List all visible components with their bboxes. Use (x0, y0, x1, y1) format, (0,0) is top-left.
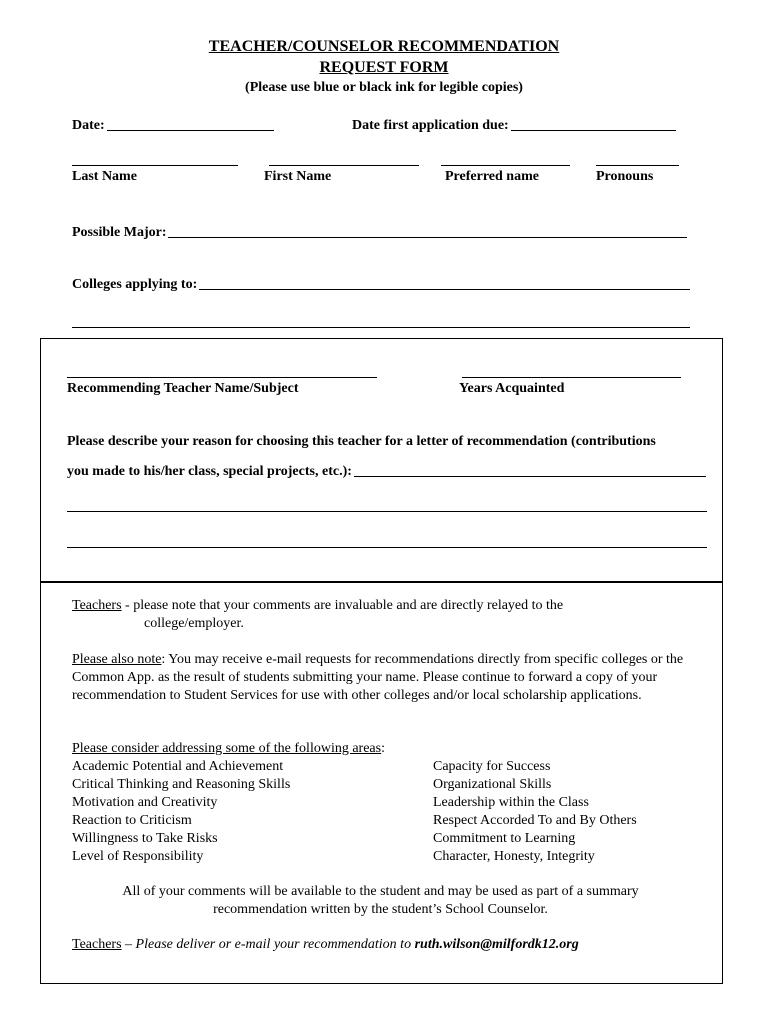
areas-right-list (433, 758, 637, 866)
deliver-line (72, 936, 579, 954)
preferred-name-label: Preferred name (445, 169, 539, 184)
also-note-paragraph (72, 651, 702, 705)
date-line[interactable] (107, 130, 274, 131)
describe-reason-line-2[interactable] (67, 511, 707, 512)
years-acquainted-line[interactable] (462, 377, 681, 378)
teachers-note-text: - please note that your comments are invaluable and are directly relayed to the (121, 598, 564, 613)
consider-heading (72, 740, 385, 758)
area-item: Character, Honesty, Integrity (433, 849, 595, 864)
colleges-line-2[interactable] (72, 327, 690, 328)
major-label: Possible Major: (72, 225, 167, 240)
area-item: Critical Thinking and Reasoning Skills (72, 777, 291, 792)
years-acquainted-label: Years Acquainted (459, 381, 565, 396)
area-item: Academic Potential and Achievement (72, 759, 284, 774)
pronouns-label: Pronouns (596, 169, 654, 184)
deliver-teachers-label: Teachers (72, 937, 122, 952)
major-line[interactable] (168, 237, 687, 238)
describe-reason-line-3[interactable] (67, 547, 707, 548)
colleges-field[interactable] (72, 275, 690, 293)
also-note-heading: Please also note (72, 652, 162, 667)
first-name-line[interactable] (269, 165, 419, 166)
teachers-note-line2: college/employer. (144, 616, 244, 631)
date-due-line[interactable] (511, 130, 676, 131)
area-item: Motivation and Creativity (72, 795, 218, 810)
colleges-line[interactable] (199, 289, 690, 290)
deliver-email[interactable]: ruth.wilson@milfordk12.org (414, 937, 579, 952)
form-subtitle: (Please use blue or black ink for legible copies) (245, 80, 523, 95)
area-item: Willingness to Take Risks (72, 831, 218, 846)
consider-heading-text: Please consider addressing some of the following areas (72, 741, 382, 756)
preferred-name-line[interactable] (441, 165, 570, 166)
describe-reason-text: Please describe your reason for choosing this teacher for a letter of recommendation (contributions (67, 434, 656, 449)
describe-reason-line[interactable] (354, 476, 706, 477)
last-name-label: Last Name (72, 169, 137, 184)
colleges-label: Colleges applying to: (72, 277, 198, 292)
last-name-line[interactable] (72, 165, 238, 166)
date-field[interactable] (72, 116, 274, 134)
also-note-text: : You may receive e-mail requests for recommendations directly from specific colleges or the Common App. as the result of students submitting your name. Please continue to forward a copy of your recommendation to Student Services for use with other colleges and/or local scholarship applications. (72, 652, 684, 703)
deliver-dash: – (121, 937, 136, 952)
area-item: Leadership within the Class (433, 795, 589, 810)
teacher-name-line[interactable] (67, 377, 377, 378)
date-due-field[interactable] (352, 116, 676, 134)
teacher-name-label: Recommending Teacher Name/Subject (67, 381, 299, 396)
area-item: Level of Responsibility (72, 849, 204, 864)
area-item: Reaction to Criticism (72, 813, 192, 828)
areas-left-list (72, 758, 290, 866)
first-name-label: First Name (264, 169, 332, 184)
date-label: Date: (72, 118, 105, 133)
consider-heading-colon: : (381, 741, 385, 756)
describe-reason-text-2: you made to his/her class, special projects, etc.): (67, 464, 352, 479)
pronouns-line[interactable] (596, 165, 679, 166)
teachers-note-heading: Teachers (72, 598, 122, 613)
area-item: Respect Accorded To and By Others (433, 813, 637, 828)
describe-reason-field[interactable] (67, 462, 706, 480)
teachers-note (72, 597, 563, 615)
major-field[interactable] (72, 223, 687, 241)
form-title-line2: REQUEST FORM (319, 59, 449, 76)
area-item: Organizational Skills (433, 777, 552, 792)
summary-line1: All of your comments will be available to the student and may be used as part of a summary (122, 884, 639, 899)
summary-line2: recommendation written by the student’s School Counselor. (213, 902, 548, 917)
date-due-label: Date first application due: (352, 118, 509, 133)
deliver-text: Please deliver or e-mail your recommendation to (135, 937, 415, 952)
form-title-line1: TEACHER/COUNSELOR RECOMMENDATION (208, 38, 560, 55)
area-item: Commitment to Learning (433, 831, 576, 846)
area-item: Capacity for Success (433, 759, 551, 774)
